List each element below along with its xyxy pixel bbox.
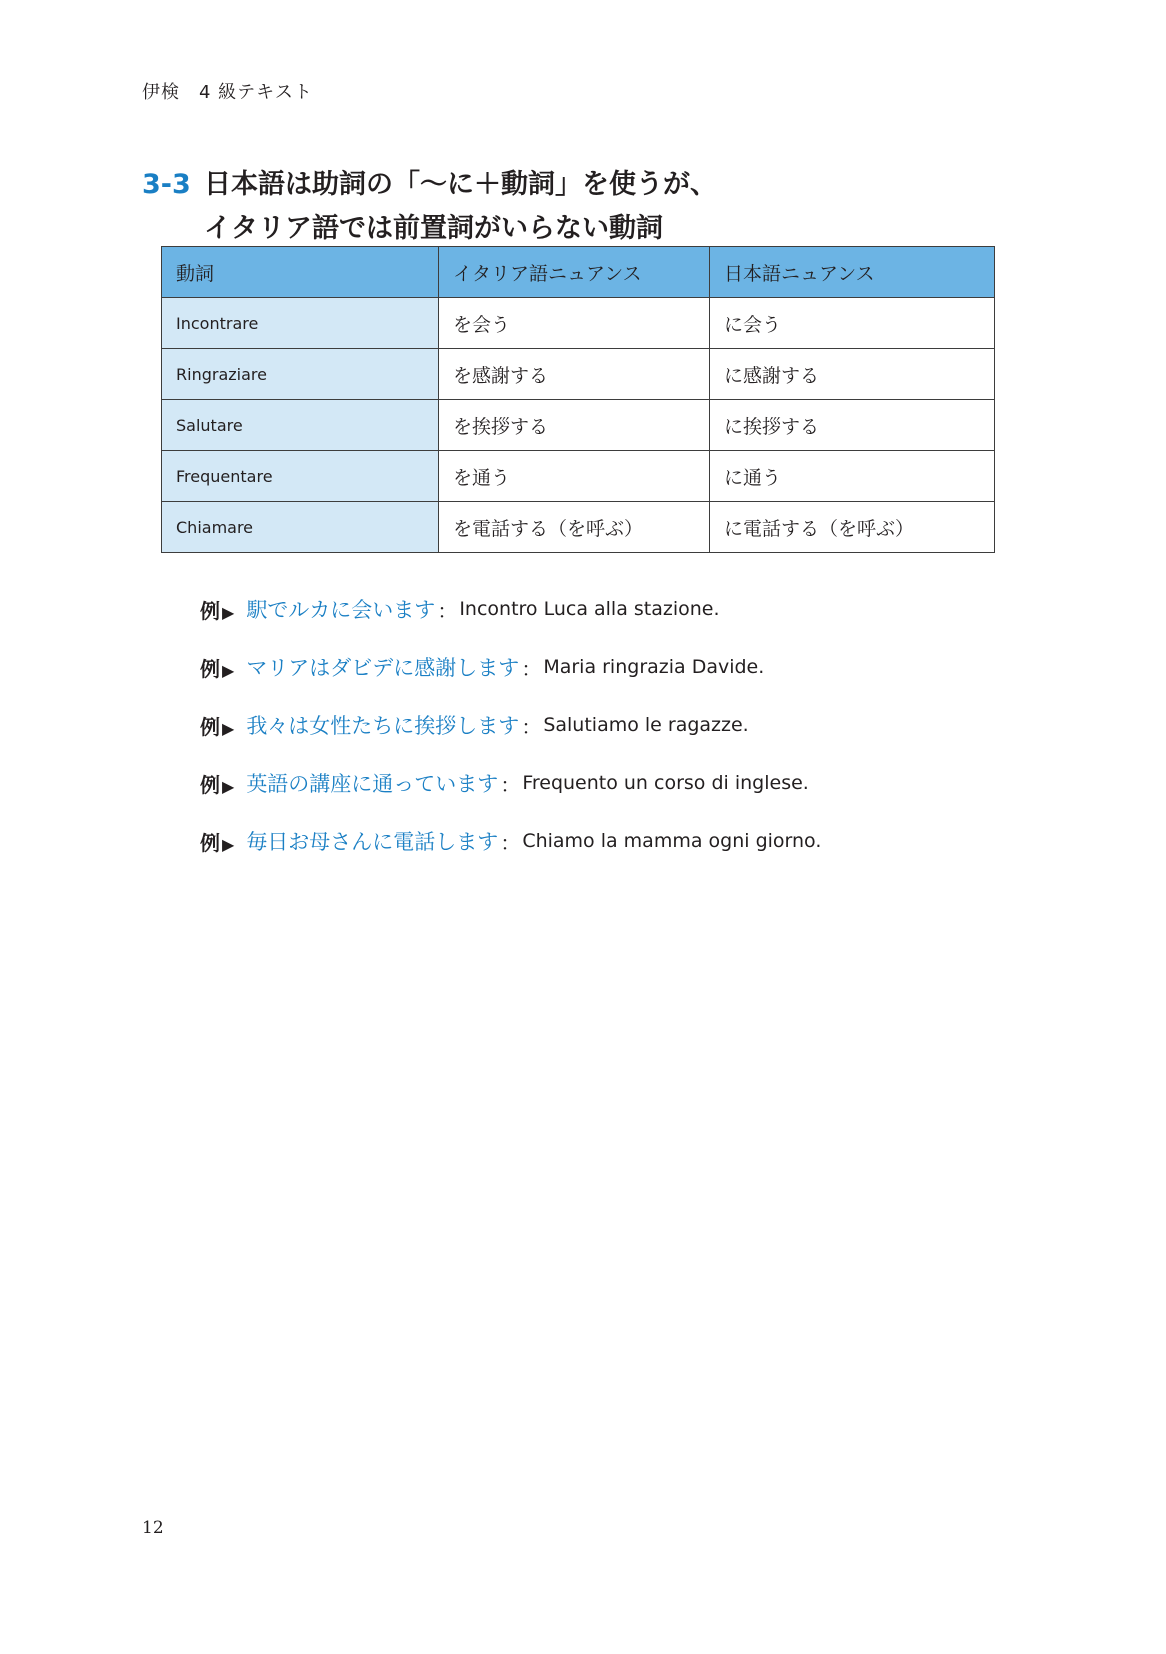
section-heading — [142, 162, 1042, 250]
example-colon: ： — [500, 772, 521, 797]
example-italian: Incontro Luca alla stazione. — [459, 598, 720, 620]
header-verb: 動詞 — [162, 247, 439, 298]
example-italian: Frequento un corso di inglese. — [522, 772, 809, 794]
italian-nuance-cell: を挨拶する — [439, 400, 710, 451]
page-number: 12 — [142, 1518, 164, 1538]
japanese-nuance-cell: に通う — [710, 451, 995, 502]
example-label: 例 ▶ — [200, 772, 235, 797]
triangle-right-icon: ▶ — [222, 776, 235, 796]
italian-nuance-cell: を会う — [439, 298, 710, 349]
example-japanese: 我々は女性たちに挨拶します — [246, 714, 520, 738]
table-row — [162, 502, 995, 553]
verb-cell: Salutare — [162, 400, 439, 451]
example-italian: Salutiamo le ragazze. — [543, 714, 749, 736]
example-colon: ： — [437, 598, 458, 623]
section-title-line-1: 日本語は助詞の「～に＋動詞」を使うが、 — [204, 169, 717, 200]
japanese-nuance-cell: に会う — [710, 298, 995, 349]
japanese-nuance-cell: に電話する（を呼ぶ） — [710, 502, 995, 553]
verb-cell: Incontrare — [162, 298, 439, 349]
verb-cell: Chiamare — [162, 502, 439, 553]
triangle-right-icon: ▶ — [222, 660, 235, 680]
triangle-right-icon: ▶ — [222, 718, 235, 738]
table-row — [162, 298, 995, 349]
example-label: 例 ▶ — [200, 830, 235, 855]
example-label: 例 ▶ — [200, 714, 235, 739]
example-italian: Maria ringrazia Davide. — [543, 656, 765, 678]
table-row — [162, 349, 995, 400]
italian-nuance-cell: を感謝する — [439, 349, 710, 400]
running-header: 伊検 4 級テキスト — [142, 82, 313, 103]
table-row — [162, 400, 995, 451]
table-header-row — [162, 247, 995, 298]
italian-nuance-cell: を電話する（を呼ぶ） — [439, 502, 710, 553]
example-colon: ： — [500, 830, 521, 855]
example-japanese: マリアはダビデに感謝します — [246, 656, 520, 680]
japanese-nuance-cell: に挨拶する — [710, 400, 995, 451]
example-japanese: 毎日お母さんに電話します — [246, 830, 499, 854]
verb-table — [161, 246, 995, 553]
header-italian-nuance: イタリア語ニュアンス — [439, 247, 710, 298]
example-label: 例 ▶ — [200, 598, 235, 623]
verb-cell: Frequentare — [162, 451, 439, 502]
table-row — [162, 451, 995, 502]
triangle-right-icon: ▶ — [222, 602, 235, 622]
example-japanese: 英語の講座に通っています — [246, 772, 499, 796]
header-japanese-nuance: 日本語ニュアンス — [710, 247, 995, 298]
japanese-nuance-cell: に感謝する — [710, 349, 995, 400]
section-title-line-2: イタリア語では前置詞がいらない動詞 — [204, 213, 663, 244]
heading-line-2 — [142, 206, 1042, 250]
example-item — [200, 812, 1100, 870]
example-item — [200, 754, 1100, 812]
verb-cell: Ringraziare — [162, 349, 439, 400]
italian-nuance-cell: を通う — [439, 451, 710, 502]
heading-line-1 — [142, 162, 1042, 206]
example-japanese: 駅でルカに会います — [246, 598, 436, 622]
example-colon: ： — [521, 656, 542, 681]
example-colon: ： — [521, 714, 542, 739]
example-item — [200, 638, 1100, 696]
example-item — [200, 696, 1100, 754]
example-italian: Chiamo la mamma ogni giorno. — [522, 830, 822, 852]
example-item — [200, 580, 1100, 638]
examples-list — [200, 580, 1100, 870]
triangle-right-icon: ▶ — [222, 834, 235, 854]
example-label: 例 ▶ — [200, 656, 235, 681]
section-number: 3-3 — [142, 169, 191, 200]
